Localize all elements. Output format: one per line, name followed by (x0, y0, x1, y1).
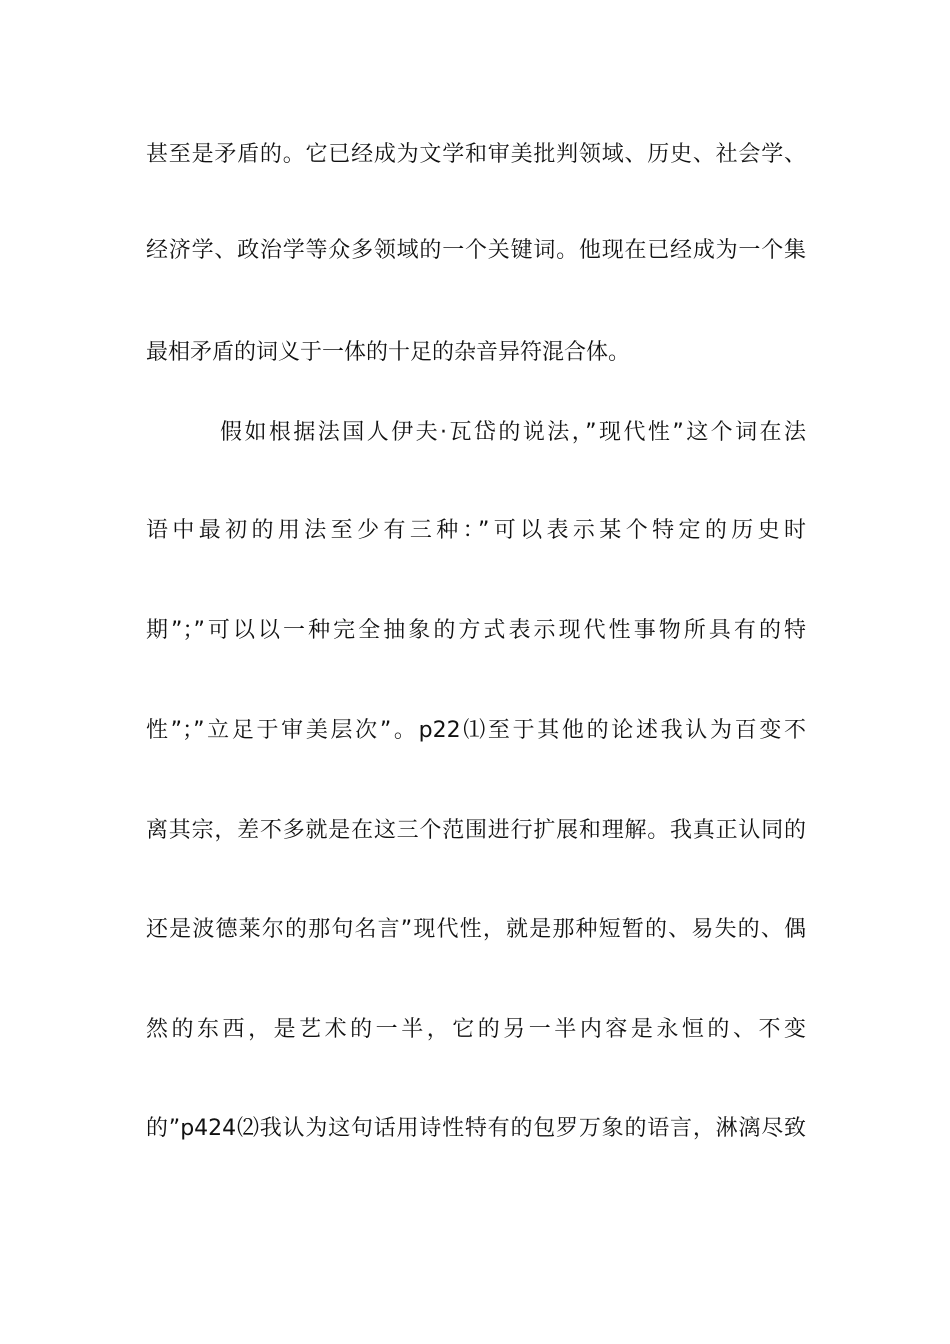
text-line-9: 还是波德莱尔的那句名言”现代性，就是那种短暂的、易失的、偶 (146, 917, 806, 942)
text-line-6: 期”；”可以以一种完全抽象的方式表示现代性事物所具有的特 (146, 618, 807, 643)
text-line-10: 然的东西，是艺术的一半，它的另一半内容是永恒的、不变 (146, 1017, 806, 1042)
text-line-2: 经济学、政治学等众多领域的一个关键词。他现在已经成为一个集 (146, 238, 806, 263)
text-line-4: 假如根据法国人伊夫·瓦岱的说法，”现代性”这个词在法 (220, 420, 806, 445)
text-line-11: 的”p424⑵我认为这句话用诗性特有的包罗万象的语言，淋漓尽致 (146, 1116, 806, 1141)
text-line-5: 语中最初的用法至少有三种：”可以表示某个特定的历史时 (146, 518, 806, 543)
text-line-3: 最相矛盾的词义于一体的十足的杂音异符混合体。 (146, 340, 631, 365)
text-line-8: 离其宗，差不多就是在这三个范围进行扩展和理解。我真正认同的 (146, 818, 806, 843)
text-line-1: 甚至是矛盾的。它已经成为文学和审美批判领域、历史、社会学、 (146, 142, 806, 167)
text-line-7: 性”；”立足于审美层次”。p22⑴至于其他的论述我认为百变不 (146, 718, 806, 743)
